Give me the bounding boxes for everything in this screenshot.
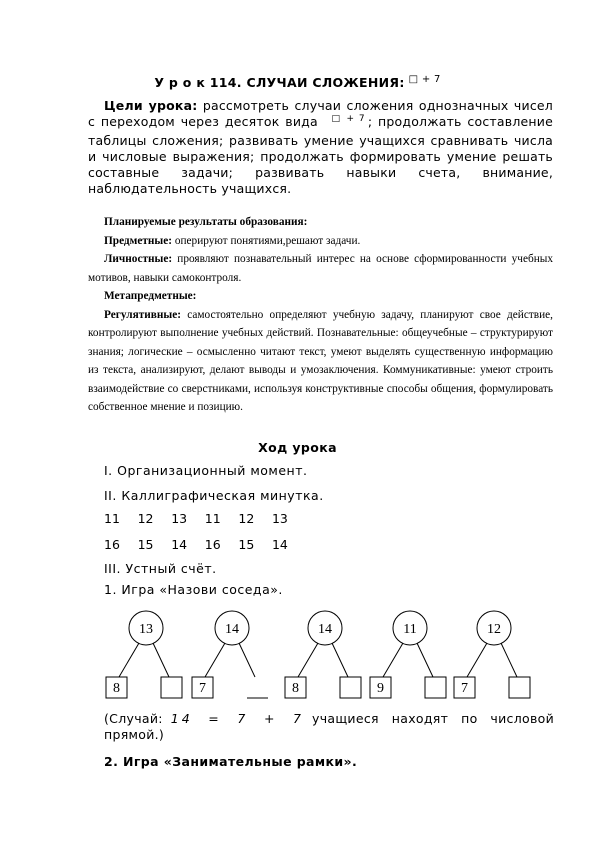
number: 14 — [171, 537, 188, 552]
lesson-heading: Ход урока — [258, 440, 337, 455]
personal-label: Личностные: — [104, 253, 173, 265]
stage-2: II. Каллиграфическая минутка. — [104, 488, 324, 503]
tree-top-number: 14 — [318, 622, 332, 637]
note-before: (Случай: — [104, 711, 163, 726]
tree-left-number: 7 — [461, 681, 468, 696]
game-1-title: 1. Игра «Назови соседа». — [104, 582, 283, 597]
meta-label: Метапредметные: — [104, 290, 197, 302]
number: 11 — [104, 511, 120, 526]
note — [104, 711, 554, 743]
tree-right-box — [340, 677, 361, 698]
planned-results — [88, 213, 553, 417]
tree-branch-left — [205, 643, 225, 677]
goals-text-2: ; продолжать составление таблицы сложения; развивать умение учащихся сравнивать числа и числовые выражения; продолжать формировать умение решать составные задачи; развивать навыки счета, внимание, наблюдательность учащихся. — [88, 114, 553, 197]
tree-branch-left — [298, 643, 318, 677]
lesson-title — [0, 75, 595, 90]
number: 14 — [271, 537, 288, 552]
game-2-title: 2. Игра «Занимательные рамки». — [104, 754, 358, 769]
goals-formula: □ + 7 — [329, 114, 365, 125]
results-personal — [88, 250, 553, 287]
tree-top-number: 11 — [403, 622, 417, 637]
personal-text: проявляют познавательный интерес на основе сформированности учебных мотивов, навыки самоконтроля. — [88, 253, 553, 284]
number: 16 — [104, 537, 120, 552]
results-regulatory — [88, 306, 553, 417]
tree-branch-left — [119, 643, 139, 677]
subject-text: оперируют понятиями,решают задачи. — [172, 234, 361, 247]
tree-top-number: 13 — [139, 622, 153, 637]
number: 15 — [137, 537, 154, 552]
tree-branch-right — [239, 643, 255, 677]
number: 12 — [238, 511, 255, 526]
number: 11 — [204, 511, 221, 526]
number: 13 — [271, 511, 288, 526]
title-formula: □ + 7 — [408, 74, 441, 85]
calligraphy-row-2 — [104, 537, 306, 552]
note-after: учащиеся находят по числовой прямой.) — [104, 711, 554, 742]
results-subject — [88, 232, 553, 251]
stage-1: I. Организационный момент. — [104, 463, 308, 478]
title-text: У р о к 114. СЛУЧАИ СЛОЖЕНИЯ: — [154, 75, 405, 90]
stage-3: III. Устный счёт. — [104, 561, 217, 576]
tree-right-box — [425, 677, 446, 698]
tree-branch-right — [501, 643, 517, 677]
note-expression: 14 = 7 + 7 — [170, 711, 305, 726]
tree-top-number: 14 — [225, 622, 239, 637]
number: 13 — [171, 511, 188, 526]
subject-label: Предметные: — [104, 234, 173, 247]
tree-top-number: 12 — [487, 622, 501, 637]
tree-branch-right — [332, 643, 348, 677]
regulatory-label: Регулятивные: — [104, 308, 181, 321]
tree-left-number: 8 — [292, 681, 299, 696]
tree-branch-left — [383, 643, 403, 677]
number: 16 — [204, 537, 221, 552]
lesson-goals — [88, 98, 553, 198]
number: 15 — [238, 537, 255, 552]
goals-lead: Цели урока: — [104, 98, 198, 113]
results-heading: Планируемые результаты образования: — [104, 216, 308, 228]
tree-left-number: 8 — [113, 681, 120, 696]
number: 12 — [137, 511, 154, 526]
calligraphy-row-1 — [104, 511, 306, 526]
tree-left-number: 9 — [377, 681, 384, 696]
tree-right-box — [161, 677, 182, 698]
tree-branch-left — [467, 643, 487, 677]
tree-right-box — [509, 677, 530, 698]
tree-branch-right — [417, 643, 433, 677]
regulatory-text: самостоятельно определяют учебную задачу, планируют свое действие, контролируют выполнение учебных действий. Познавательные: общеучебные – структурируют знания; логические – осмысленно читают текст, умеют выделять существенную информацию из текста, анализируют, делают выводы и умозаключения. Коммуникативные: умеют строить взаимодействие со сверстниками, используя конструктивные способы общения, формулировать собственное мнение и позицию. — [88, 308, 553, 413]
number-neighbor-diagram — [0, 605, 595, 700]
tree-branch-right — [153, 643, 169, 677]
goals-text-1: рассмотреть случаи сложения однозначных чисел с переходом через десяток вида — [88, 98, 553, 130]
tree-left-number: 7 — [199, 681, 206, 696]
